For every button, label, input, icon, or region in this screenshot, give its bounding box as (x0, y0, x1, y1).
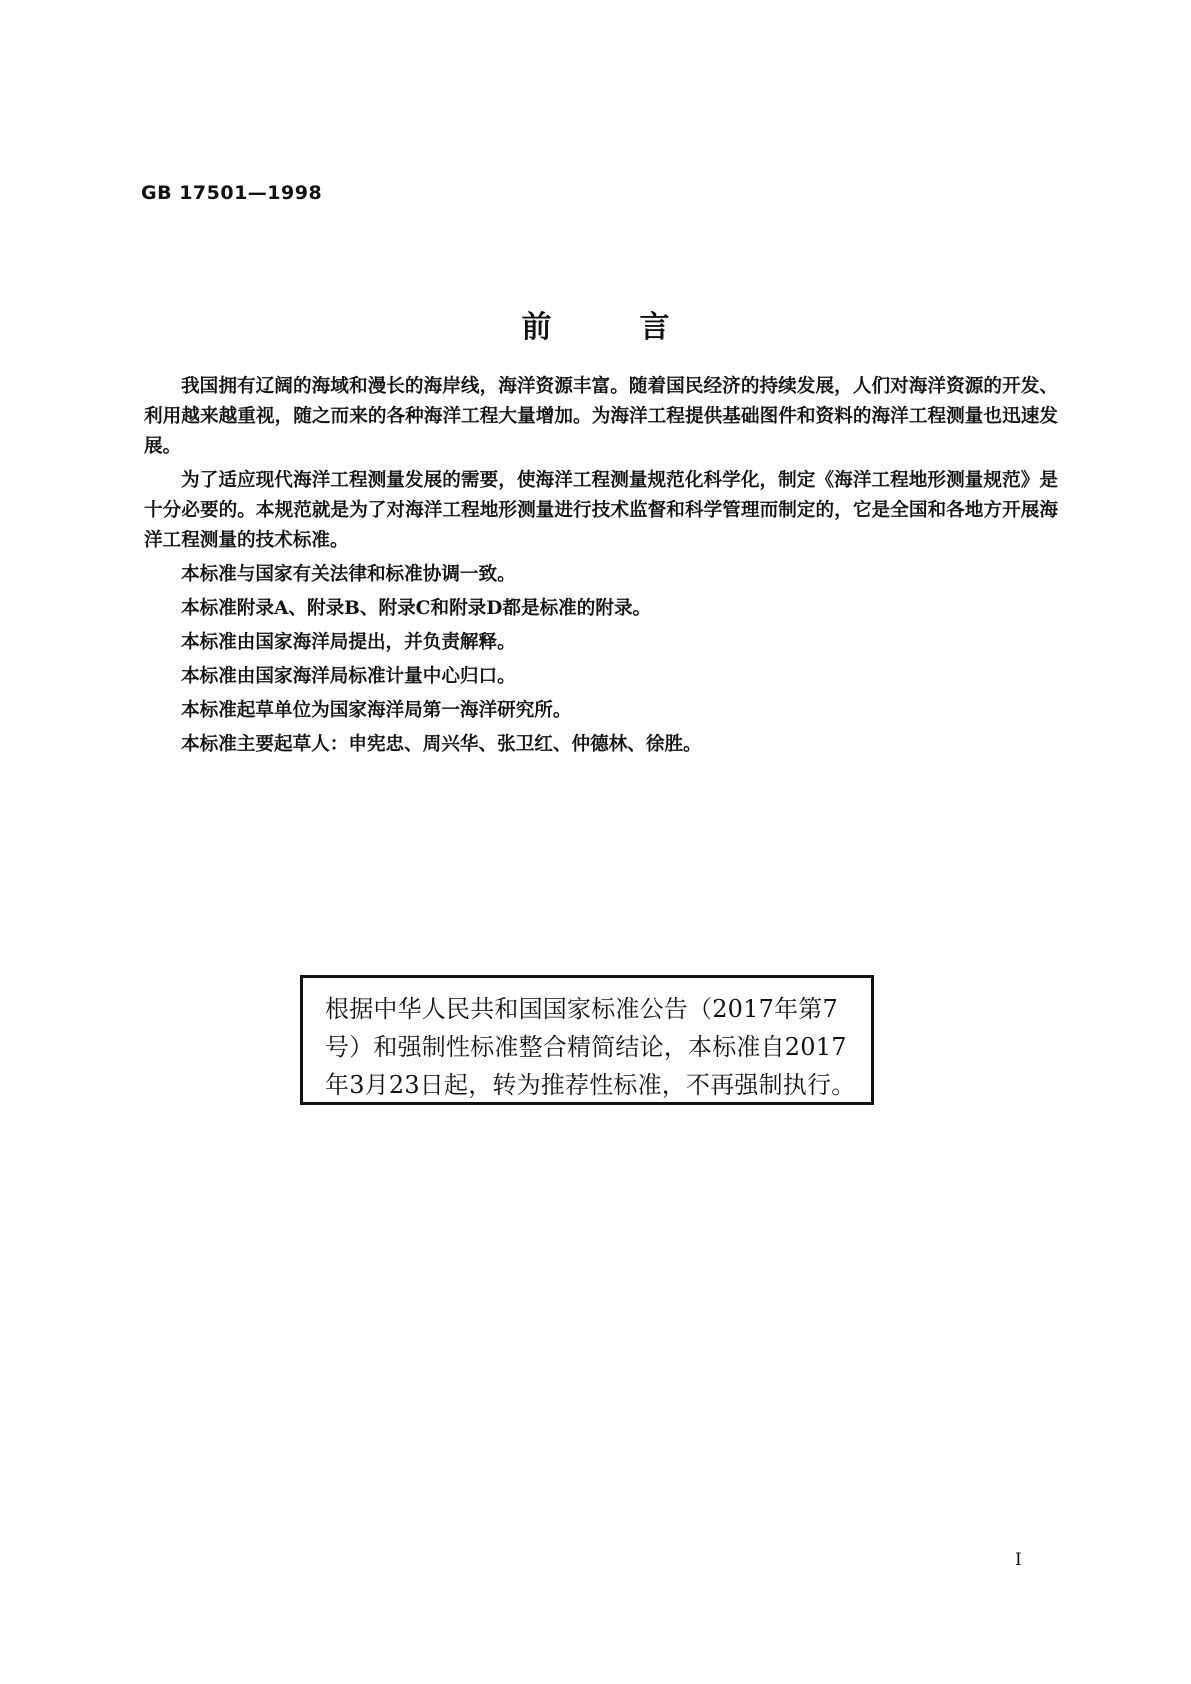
page-number: I (1015, 1550, 1022, 1570)
paragraph-custodian: 本标准由国家海洋局标准计量中心归口。 (181, 666, 516, 687)
notice-text: 根据中华人民共和国国家标准公告（2017年第7号）和强制性标准整合精简结论，本标准自2017年3月23日起，转为推荐性标准，不再强制执行。 (325, 995, 856, 1099)
paragraph-drafters: 本标准主要起草人：申宪忠、周兴华、张卫红、仲德林、徐胜。 (181, 734, 702, 755)
notice-box (300, 975, 874, 1105)
page-title: 前言 (521, 310, 758, 345)
standard-code: GB 17501—1998 (141, 182, 323, 204)
paragraph-purpose: 为了适应现代海洋工程测量发展的需要，使海洋工程测量规范化科学化，制定《海洋工程地形测量规范》是十分必要的。本规范就是为了对海洋工程地形测量进行技术监督和科学管理而制定的，它是全国和各地方开展海洋工程测量的技术标准。 (144, 470, 1058, 551)
paragraph-proposer: 本标准由国家海洋局提出，并负责解释。 (181, 632, 516, 653)
paragraph-drafting-unit: 本标准起草单位为国家海洋局第一海洋研究所。 (181, 700, 572, 721)
foreword-body (144, 372, 1058, 764)
paragraph-consistency: 本标准与国家有关法律和标准协调一致。 (181, 564, 516, 585)
paragraph-intro: 我国拥有辽阔的海域和漫长的海岸线，海洋资源丰富。随着国民经济的持续发展，人们对海洋资源的开发、利用越来越重视，随之而来的各种海洋工程大量增加。为海洋工程提供基础图件和资料的海洋工程测量也迅速发展。 (144, 376, 1058, 457)
paragraph-appendices: 本标准附录A、附录B、附录C和附录D都是标准的附录。 (181, 598, 652, 619)
